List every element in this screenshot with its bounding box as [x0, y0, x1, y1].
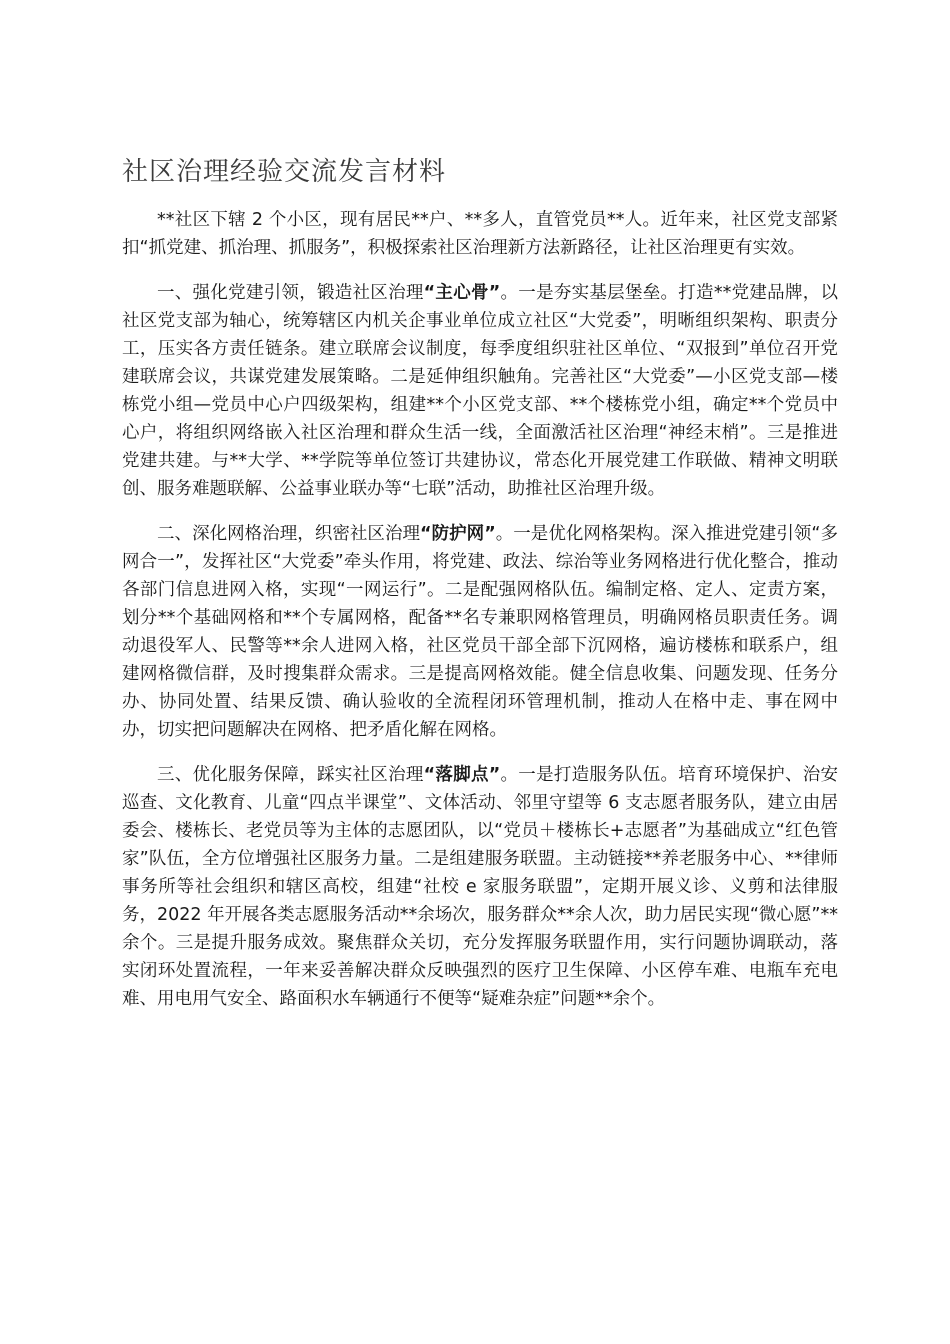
section-emphasis: “防护网”	[420, 524, 496, 544]
section-2-paragraph	[122, 520, 838, 744]
section-3-paragraph	[122, 761, 838, 1013]
intro-paragraph	[122, 206, 838, 262]
document-title: 社区治理经验交流发言材料	[122, 157, 447, 187]
section-heading: 一、强化党建引领，锻造社区治理	[157, 283, 424, 303]
paragraph-text: **社区下辖 2 个小区，现有居民**户、**多人，直管党员**人。近年来，社区党支部紧扣“抓党建、抓治理、抓服务”，积极探索社区治理新方法新路径，让社区治理更有实效。	[122, 210, 838, 258]
paragraph-text: 。一是夯实基层堡垒。打造**党建品牌，以社区党支部为轴心，统筹辖区内机关企事业单位成立社区“大党委”，明晰组织架构、职责分工，压实各方责任链条。建立联席会议制度，每季度组织驻社区单位、“双报到”单位召开党建联席会议，共谋党建发展策略。二是延伸组织触角。完善社区“大党委”—小区党支部—楼栋党小组—党员中心户四级架构，组建**个小区党支部、**个楼栋党小组，确定**个党员中心户，将组织网络嵌入社区治理和群众生活一线，全面激活社区治理“神经末梢”。三是推进党建共建。与**大学、**学院等单位签订共建协议，常态化开展党建工作联做、精神文明联创、服务难题联解、公益事业联办等“七联”活动，助推社区治理升级。	[122, 283, 838, 499]
section-emphasis: “落脚点”	[423, 765, 501, 785]
section-emphasis: “主心骨”	[423, 283, 501, 303]
paragraph-text: 。一是优化网格架构。深入推进党建引领“多网合一”，发挥社区“大党委”牵头作用，将党建、政法、综治等业务网格进行优化整合，推动各部门信息进网入格，实现“一网运行”。二是配强网格队伍。编制定格、定人、定责方案，划分**个基础网格和**个专属网格，配备**名专兼职网格管理员，明确网格员职责任务。调动退役军人、民警等**余人进网入格，社区党员干部全部下沉网格，遍访楼栋和联系户，组建网格微信群，及时搜集群众需求。三是提高网格效能。健全信息收集、问题发现、任务分办、协同处置、结果反馈、确认验收的全流程闭环管理机制，推动人在格中走、事在网中办，切实把问题解决在网格、把矛盾化解在网格。	[122, 524, 838, 740]
section-heading: 三、优化服务保障，踩实社区治理	[157, 765, 424, 785]
section-heading: 二、深化网格治理，织密社区治理	[157, 524, 421, 544]
document-body	[122, 206, 838, 1030]
paragraph-text: 。一是打造服务队伍。培育环境保护、治安巡查、文化教育、儿童“四点半课堂”、文体活动、邻里守望等 6 支志愿者服务队，建立由居委会、楼栋长、老党员等为主体的志愿团队，以“党员＋楼栋长+志愿者”为基础成立“红色管家”队伍，全方位增强社区服务力量。二是组建服务联盟。主动链接**养老服务中心、**律师事务所等社会组织和辖区高校，组建“社校 e 家服务联盟”，定期开展义诊、义剪和法律服务，2022 年开展各类志愿服务活动**余场次，服务群众**余人次，助力居民实现“微心愿”**余个。三是提升服务成效。聚焦群众关切，充分发挥服务联盟作用，实行问题协调联动，落实闭环处置流程，一年来妥善解决群众反映强烈的医疗卫生保障、小区停车难、电瓶车充电难、用电用气安全、路面积水车辆通行不便等“疑难杂症”问题**余个。	[122, 765, 838, 1009]
section-1-paragraph	[122, 279, 838, 503]
